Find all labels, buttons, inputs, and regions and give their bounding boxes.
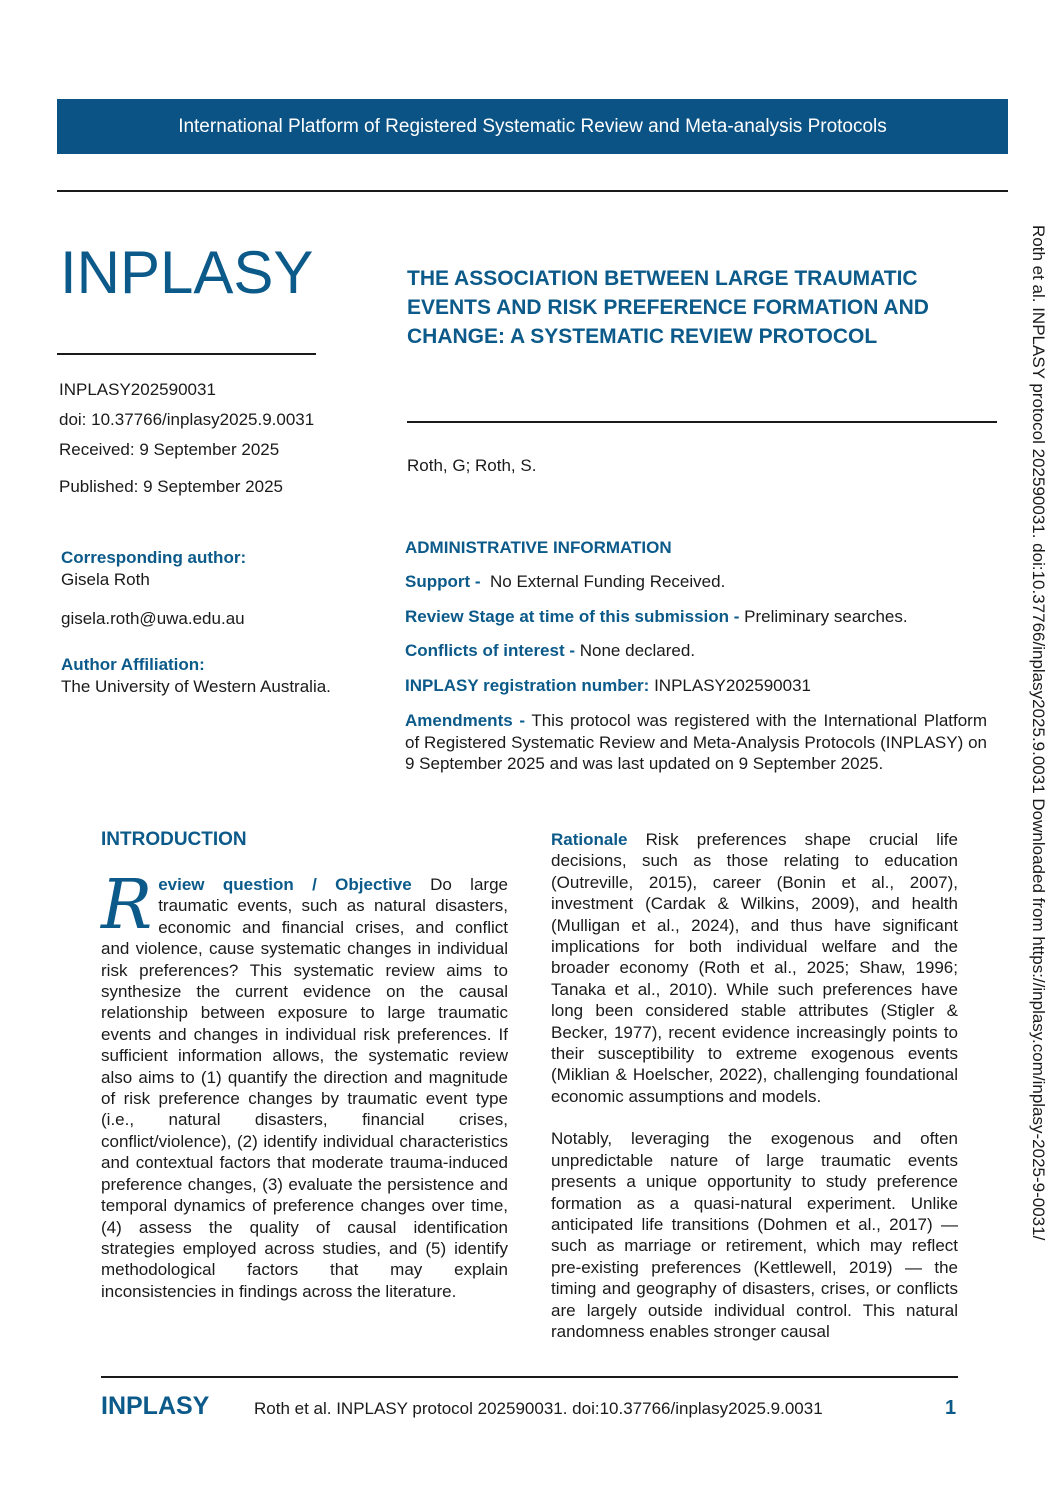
admin-heading: ADMINISTRATIVE INFORMATION xyxy=(405,538,672,557)
affiliation-value: The University of Western Australia. xyxy=(61,677,331,696)
registration-id: INPLASY202590031 xyxy=(59,380,216,399)
support-value: No External Funding Received. xyxy=(490,572,726,591)
conflicts-value: None declared. xyxy=(579,641,696,660)
affiliation-label: Author Affiliation: xyxy=(61,655,205,674)
admin-conflicts xyxy=(405,641,987,661)
support-label: Support - xyxy=(405,572,481,591)
banner-text: International Platform of Registered Systematic Review and Meta-analysis Protocols xyxy=(178,115,887,137)
rationale-p1: Risk preferences shape crucial life decisions, such as those relating to education (Outreville, 2015), career (Bonin et al., 2007), investment (Cardak & Wilkins, 2009), and health (Mulligan et al., 2024), and thus have significant implications for both individual welfare and the broader economy (Roth et al., 2025; Shaw, 1996; Tanaka et al., 2010). While such preferences have long been considered stable attributes (Stigler & Becker, 1977), recent evidence increasingly points to their susceptibility to extreme exogenous events (Miklian & Hoelscher, 2022), challenging foundational economic assumptions and models. xyxy=(551,830,958,1106)
authors: Roth, G; Roth, S. xyxy=(407,456,537,475)
stage-label: Review Stage at time of this submission - xyxy=(405,607,740,626)
sidebar-citation[interactable]: Roth et al. INPLASY protocol 202590031. doi:10.37766/inplasy2025.9.0031 Downloaded from https://inplasy.com/inplasy-2025-9-0031/ xyxy=(1029,225,1048,1241)
corresponding-label: Corresponding author: xyxy=(61,548,247,567)
introduction-column xyxy=(101,866,508,1302)
doi-line[interactable]: doi: 10.37766/inplasy2025.9.0031 xyxy=(59,410,315,429)
top-rule xyxy=(57,190,1008,192)
review-question-lead: eview question / Objective xyxy=(158,875,412,894)
rationale-column xyxy=(551,829,958,1342)
corresponding-name: Gisela Roth xyxy=(61,570,150,589)
drop-cap: R xyxy=(101,866,153,945)
corresponding-email[interactable]: gisela.roth@uwa.edu.au xyxy=(61,609,245,628)
footer-rule xyxy=(101,1376,958,1378)
author-affiliation xyxy=(61,655,331,697)
rationale-lead: Rationale xyxy=(551,830,628,849)
logo-rule xyxy=(57,353,316,355)
admin-registration xyxy=(405,676,987,696)
page-number: 1 xyxy=(945,1397,957,1419)
reg-label: INPLASY registration number: xyxy=(405,676,650,695)
title-rule xyxy=(407,421,997,423)
footer-citation: Roth et al. INPLASY protocol 202590031. doi:10.37766/inplasy2025.9.0031 xyxy=(254,1399,823,1418)
admin-stage xyxy=(405,607,987,627)
paper-title: THE ASSOCIATION BETWEEN LARGE TRAUMATIC EVENTS AND RISK PREFERENCE FORMATION AND CHANGE: A SYSTEMATIC REVIEW PROTOCOL xyxy=(407,267,929,348)
published-date: Published: 9 September 2025 xyxy=(59,477,283,496)
footer-logo: INPLASY xyxy=(101,1392,210,1420)
stage-value: Preliminary searches. xyxy=(744,607,908,626)
admin-amendments xyxy=(405,710,987,775)
received-date: Received: 9 September 2025 xyxy=(59,440,280,459)
amend-label: Amendments - xyxy=(405,711,525,730)
introduction-heading: INTRODUCTION xyxy=(101,829,247,850)
conflicts-label: Conflicts of interest - xyxy=(405,641,576,660)
reg-value: INPLASY202590031 xyxy=(654,676,811,695)
inplasy-logo: INPLASY xyxy=(60,239,314,306)
amend-value: This protocol was registered with the International Platform of Registered Systematic Review and Meta-Analysis Protocols (INPLASY) on 9 September 2025 and was last updated on 9 September 2025. xyxy=(405,711,987,773)
rationale-paragraph-1 xyxy=(551,829,958,1107)
header-banner xyxy=(57,99,1008,154)
review-question-body: Do large traumatic events, such as natural disasters, economic and financial crises, and conflict and violence, cause systematic changes in individual risk preferences? This systematic review aims to synthesize the current evidence on the causal relationship between exposure to large traumatic events and changes in individual risk preferences. If sufficient information allows, the systematic review also aims to (1) quantify the direction and magnitude of risk preference changes by traumatic event type (i.e., natural disasters, financial crises, conflict/violence), (2) identify individual characteristics and contextual factors that moderate trauma-induced preference changes, (3) evaluate the persistence and temporal dynamics of preference changes over time, (4) assess the quality of causal identification strategies employed across studies, and (5) identify methodological factors that may explain inconsistencies in findings across the literature. xyxy=(101,875,508,1301)
admin-support xyxy=(405,572,987,592)
download-sidebar xyxy=(1028,225,1048,1285)
rationale-p2: Notably, leveraging the exogenous and often unpredictable nature of large traumatic events presents a unique opportunity to study preference formation as a quasi-natural experiment. Unlike anticipated life transitions (Dohmen et al., 2017) — such as marriage or retirement, which may reflect pre-existing preferences (Kettlewell, 2019) — the timing and geography of disasters, crises, or conflicts are largely outside individual control. This natural randomness enables stronger causal xyxy=(551,1129,958,1341)
corresponding-author xyxy=(61,548,246,629)
